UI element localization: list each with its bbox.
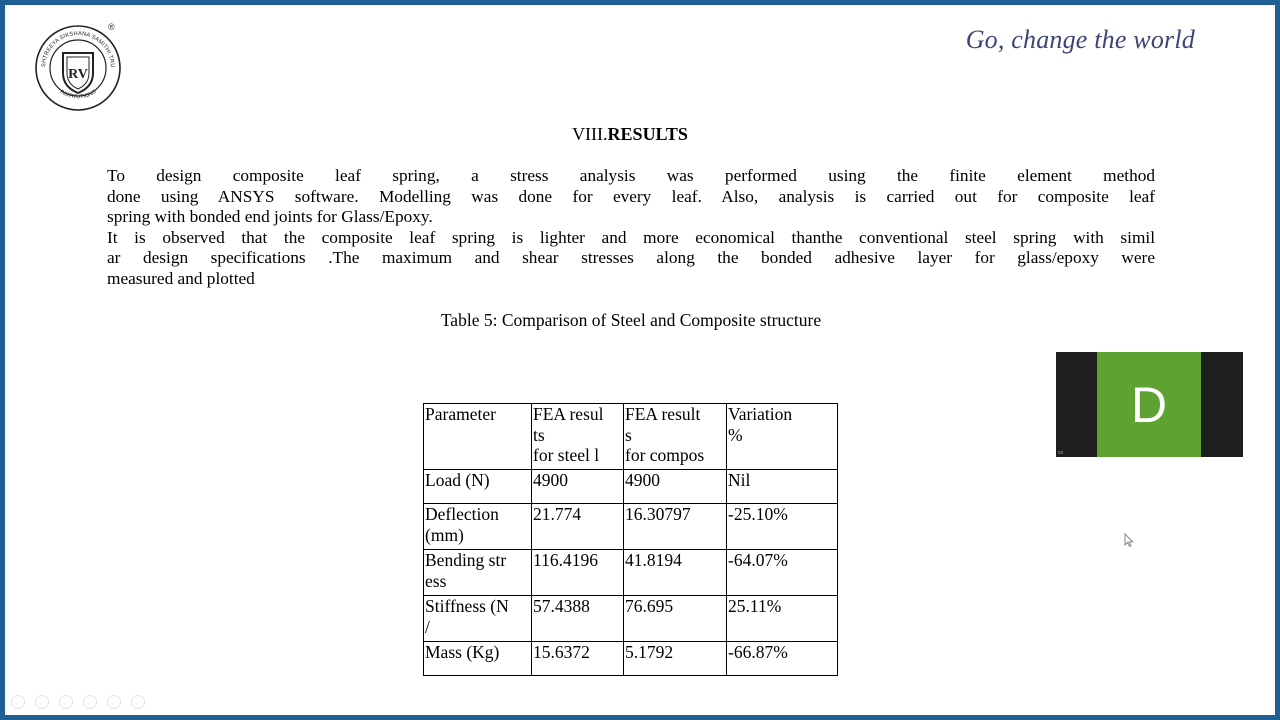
cell-steel: 21.774: [532, 504, 624, 550]
header-line: Parameter: [425, 404, 496, 424]
participant-label: cs: [1058, 450, 1063, 456]
header-composite: [624, 404, 727, 470]
svg-text:RV: RV: [68, 67, 88, 82]
cell-variation: 25.11%: [727, 596, 838, 642]
cell-text: Load (N): [425, 470, 490, 490]
previous-slide-icon[interactable]: [11, 695, 25, 709]
svg-text:RASHTREEYA SIKSHANA SAMITHI TR: SHTREEYA SIKSHANA SAMITHI TRU: [40, 30, 116, 68]
cell-line: (mm): [425, 524, 464, 545]
more-options-icon[interactable]: [131, 695, 145, 709]
participant-avatar: D: [1097, 352, 1201, 457]
cell-param: [424, 504, 532, 550]
header-line: for steel l: [533, 445, 600, 465]
body-line: spring with bonded end joints for Glass/Epoxy.: [107, 207, 433, 226]
cell-composite: 4900: [624, 470, 727, 504]
rv-institutions-logo: [33, 23, 123, 113]
body-line: To design composite leaf spring, a stress analysis was performed using the finite element method: [107, 166, 1155, 185]
header-steel-text: [533, 404, 622, 465]
cell-variation: -64.07%: [727, 550, 838, 596]
cell-composite: 16.30797: [624, 504, 727, 550]
pen-icon[interactable]: [59, 695, 73, 709]
table-row: [424, 550, 838, 596]
registered-mark: ®: [108, 22, 115, 32]
cell-param: [424, 596, 532, 642]
body-line: measured and plotted: [107, 268, 255, 288]
table-caption: Table 5: Comparison of Steel and Composite structure: [440, 310, 822, 330]
comparison-table: [423, 403, 838, 676]
cell-steel: 57.4388: [532, 596, 624, 642]
next-slide-icon[interactable]: [35, 695, 49, 709]
table-row: [424, 470, 838, 504]
header-parameter-text: [425, 404, 530, 425]
header-line: FEA result: [625, 404, 701, 424]
cell-param: [424, 550, 532, 596]
header-line: Variation: [728, 404, 793, 424]
cell-text: [425, 550, 530, 591]
header-steel: [532, 404, 624, 470]
results-paragraph: [107, 166, 1155, 289]
header-line: FEA resul: [533, 404, 604, 424]
participant-video-tile[interactable]: [1056, 352, 1243, 457]
cell-variation: Nil: [727, 470, 838, 504]
body-line: It is observed that the composite leaf spring is lighter and more economical thanthe conventional steel spring with simil: [107, 227, 1155, 247]
header-variation: [727, 404, 838, 470]
cell-composite: 5.1792: [624, 642, 727, 676]
section-number: VIII.: [572, 124, 608, 144]
logo-seal-icon: [33, 23, 123, 113]
body-line: ar design specifications .The maximum and shear stresses along the bonded adhesive layer for glass/epoxy were: [107, 248, 1155, 267]
cell-text: [425, 504, 530, 545]
cell-steel: 15.6372: [532, 642, 624, 676]
cell-composite: 41.8194: [624, 550, 727, 596]
cell-composite: 76.695: [624, 596, 727, 642]
header-line: ts: [533, 424, 545, 445]
header-line: s: [625, 424, 632, 445]
zoom-icon[interactable]: [107, 695, 121, 709]
header-variation-text: [728, 404, 836, 445]
cell-line: /: [425, 616, 430, 637]
cell-line: Stiffness (N: [425, 596, 509, 616]
table-row: [424, 642, 838, 676]
table-row: [424, 596, 838, 642]
cell-line: Bending str: [425, 550, 507, 570]
cell-steel: 4900: [532, 470, 624, 504]
cell-text: [425, 596, 530, 637]
table-header-row: [424, 404, 838, 470]
header-parameter: [424, 404, 532, 470]
slides-grid-icon[interactable]: [83, 695, 97, 709]
svg-text:INSTITUTIONS: INSTITUTIONS: [58, 88, 98, 101]
body-line: done using ANSYS software. Modelling was done for every leaf. Also, analysis is carried out for composite leaf: [107, 186, 1155, 206]
cell-variation: -25.10%: [727, 504, 838, 550]
cell-steel: 116.4196: [532, 550, 624, 596]
tagline: Go, change the world: [965, 25, 1195, 54]
cell-param: [424, 470, 532, 504]
header-line: %: [728, 424, 743, 445]
cell-line: ess: [425, 570, 447, 591]
header-line: for compos: [625, 445, 705, 465]
cell-variation: -66.87%: [727, 642, 838, 676]
cell-param: [424, 642, 532, 676]
slideshow-toolbar: [11, 695, 145, 709]
cell-text: Mass (Kg): [425, 642, 500, 662]
table-row: [424, 504, 838, 550]
cell-line: Deflection: [425, 504, 499, 524]
section-heading: [5, 124, 1255, 145]
header-composite-text: [625, 404, 725, 465]
section-title: RESULTS: [607, 124, 688, 144]
presentation-slide: [5, 5, 1275, 715]
mouse-cursor-icon: [1124, 533, 1134, 547]
